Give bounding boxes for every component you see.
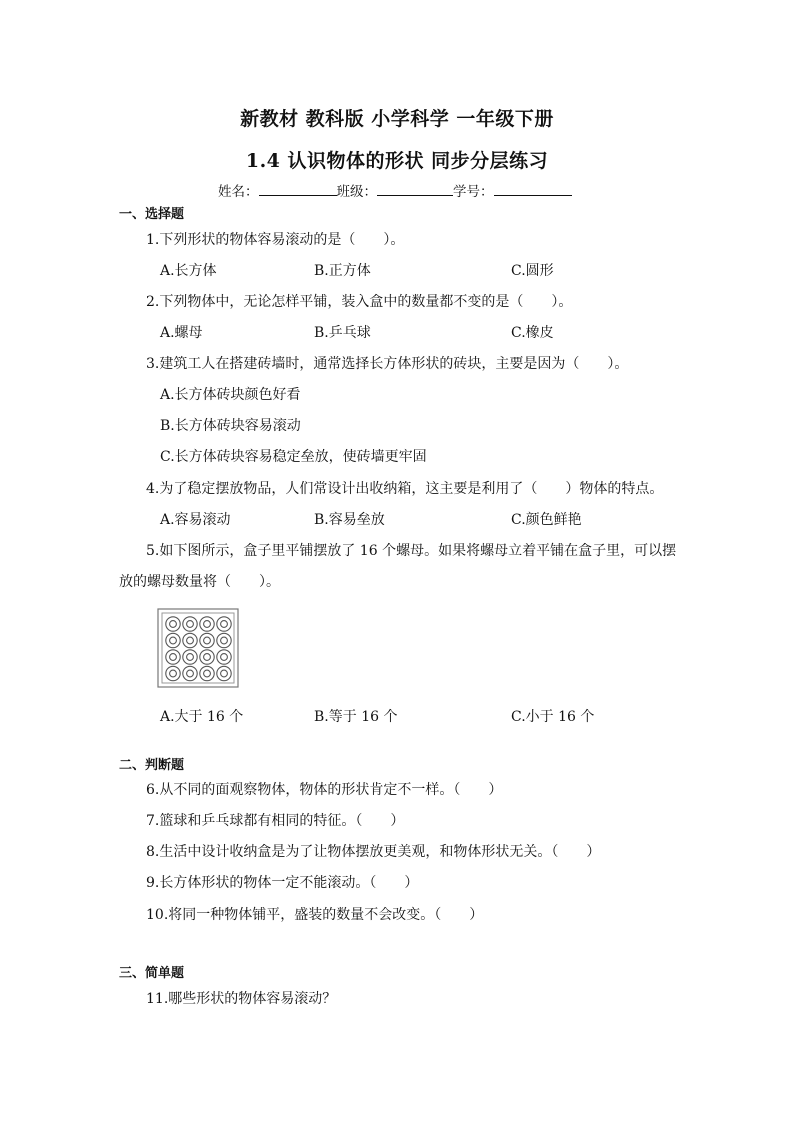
question-10: 10.将同一种物体铺平，盛装的数量不会改变。（ ） bbox=[146, 907, 484, 923]
q1-option-a: A.长方体 bbox=[160, 263, 217, 279]
student-info-line bbox=[218, 180, 572, 200]
id-label: 学号： bbox=[453, 184, 494, 200]
question-8: 8.生活中设计收纳盒是为了让物体摆放更美观，和物体形状无关。（ ） bbox=[146, 844, 601, 860]
class-label: 班级： bbox=[336, 184, 377, 200]
section-heading-short: 三、简单题 bbox=[119, 966, 185, 981]
q5-option-b: B.等于 16 个 bbox=[314, 709, 398, 725]
question-7: 7.篮球和乒乓球都有相同的特征。（ ） bbox=[146, 813, 405, 829]
question-4: 4.为了稳定摆放物品，人们常设计出收纳箱，这主要是利用了（ ）物体的特点。 bbox=[146, 481, 664, 497]
nut-tray-icon bbox=[156, 607, 241, 689]
q2-option-a: A.螺母 bbox=[160, 325, 203, 341]
id-blank[interactable] bbox=[494, 181, 572, 196]
class-blank[interactable] bbox=[377, 181, 453, 196]
q2-option-b: B.乒乓球 bbox=[314, 325, 371, 341]
question-6: 6.从不同的面观察物体，物体的形状肯定不一样。（ ） bbox=[146, 782, 503, 798]
question-2: 2.下列物体中，无论怎样平铺，装入盒中的数量都不变的是（ ）。 bbox=[146, 294, 573, 310]
q4-option-c: C.颜色鲜艳 bbox=[511, 512, 582, 528]
question-9: 9.长方体形状的物体一定不能滚动。（ ） bbox=[146, 875, 419, 891]
q5-option-c: C.小于 16 个 bbox=[511, 709, 595, 725]
q1-option-b: B.正方体 bbox=[314, 263, 371, 279]
q2-option-c: C.橡皮 bbox=[511, 325, 554, 341]
q3-option-a: A.长方体砖块颜色好看 bbox=[160, 387, 301, 403]
question-1: 1.下列形状的物体容易滚动的是（ ）。 bbox=[146, 232, 405, 248]
question-11: 11.哪些形状的物体容易滚动？ bbox=[146, 991, 337, 1007]
name-label: 姓名： bbox=[218, 184, 259, 200]
document-subtitle: 1.4 认识物体的形状 同步分层练习 bbox=[245, 150, 549, 172]
question-5-line2: 放的螺母数量将（ ）。 bbox=[119, 574, 280, 590]
question-5-line1: 5.如下图所示，盒子里平铺摆放了 16 个螺母。如果将螺母立着平铺在盒子里，可以摆 bbox=[146, 543, 677, 559]
name-blank[interactable] bbox=[259, 181, 337, 196]
q4-option-b: B.容易垒放 bbox=[314, 512, 385, 528]
section-heading-choice: 一、选择题 bbox=[119, 207, 185, 222]
q5-option-a: A.大于 16 个 bbox=[160, 709, 244, 725]
document-title: 新教材 教科版 小学科学 一年级下册 bbox=[240, 108, 554, 130]
section-heading-judge: 二、判断题 bbox=[119, 758, 185, 773]
q3-option-c: C.长方体砖块容易稳定垒放，使砖墙更牢固 bbox=[160, 449, 427, 465]
q1-option-c: C.圆形 bbox=[511, 263, 554, 279]
question-3: 3.建筑工人在搭建砖墙时，通常选择长方体形状的砖块，主要是因为（ ）。 bbox=[146, 356, 629, 372]
q3-option-b: B.长方体砖块容易滚动 bbox=[160, 418, 301, 434]
q4-option-a: A.容易滚动 bbox=[160, 512, 231, 528]
